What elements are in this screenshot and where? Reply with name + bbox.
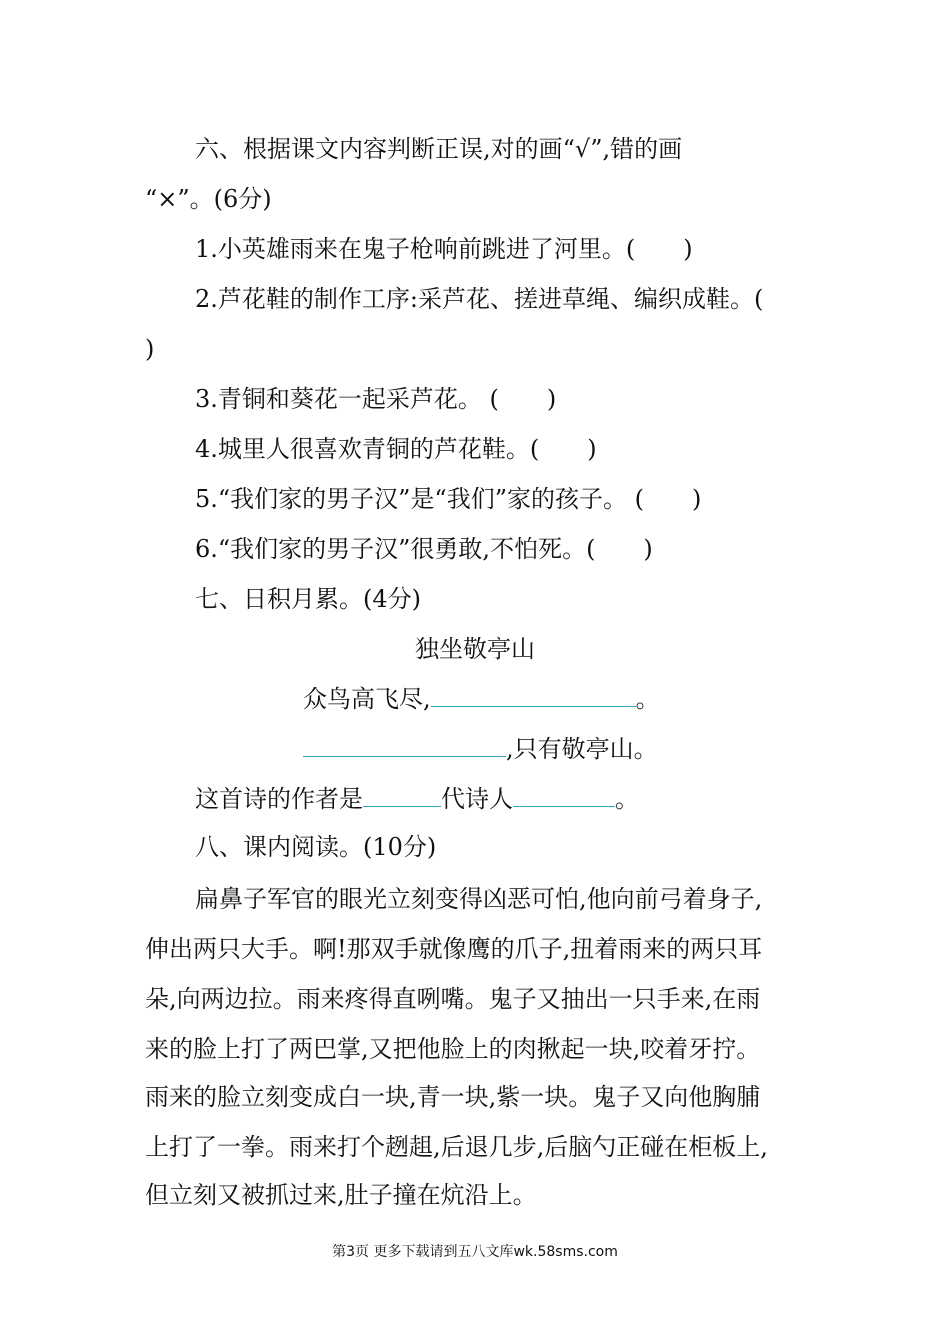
passage-line: 但立刻又被抓过来,肚子撞在炕沿上。 (145, 1181, 537, 1209)
answer-blank[interactable] (431, 682, 636, 707)
section-8-heading: 八、课内阅读。(10分) (195, 833, 437, 861)
list-item: 3.青铜和葵花一起采芦花。 ( ) (195, 385, 557, 413)
list-item-continuation: ) (145, 335, 155, 363)
passage-line: 朵,向两边拉。雨来疼得直咧嘴。鬼子又抽出一只手来,在雨 (145, 985, 761, 1013)
poem-line-2 (303, 732, 658, 766)
passage-line: 伸出两只大手。啊!那双手就像鹰的爪子,扭着雨来的两只耳 (145, 935, 763, 963)
author-question (195, 782, 639, 816)
passage-line: 来的脸上打了两巴掌,又把他脸上的肉揪起一块,咬着牙拧。 (145, 1035, 761, 1063)
poem-title: 独坐敬亭山 (415, 635, 535, 663)
list-item: 1.小英雄雨来在鬼子枪响前跳进了河里。( ) (195, 235, 693, 263)
poet-blank[interactable] (513, 782, 615, 807)
author-question-text: 这首诗的作者是 (195, 785, 363, 813)
list-item: 6.“我们家的男子汉”很勇敢,不怕死。( ) (195, 535, 653, 563)
poem-line-1 (303, 682, 660, 716)
section-6-heading-line1: 六、根据课文内容判断正误,对的画“√”,错的画 (195, 135, 683, 163)
section-7-heading: 七、日积月累。(4分) (195, 585, 421, 613)
passage-line: 扁鼻子军官的眼光立刻变得凶恶可怕,他向前弓着身子, (195, 885, 763, 913)
poem-line-1-end: 。 (635, 685, 660, 713)
dynasty-blank[interactable] (363, 782, 441, 807)
poem-line-2-text: ,只有敬亭山。 (506, 735, 658, 763)
list-item: 4.城里人很喜欢青铜的芦花鞋。( ) (195, 435, 597, 463)
answer-blank[interactable] (303, 732, 506, 757)
passage-line: 上打了一拳。雨来打个趔趄,后退几步,后脑勺正碰在柜板上, (145, 1133, 768, 1161)
author-question-end: 。 (615, 785, 639, 813)
list-item: 2.芦花鞋的制作工序:采芦花、搓进草绳、编织成鞋。( (195, 285, 764, 313)
page-footer: 第3页 更多下载请到五八文库wk.58sms.com (332, 1244, 618, 1260)
poem-line-1-text: 众鸟高飞尽, (303, 685, 431, 713)
passage-line: 雨来的脸立刻变成白一块,青一块,紫一块。鬼子又向他胸脯 (145, 1083, 761, 1111)
author-question-mid: 代诗人 (441, 785, 513, 813)
list-item: 5.“我们家的男子汉”是“我们”家的孩子。 ( ) (195, 485, 702, 513)
section-6-heading-line2: “×”。(6分) (145, 185, 272, 213)
